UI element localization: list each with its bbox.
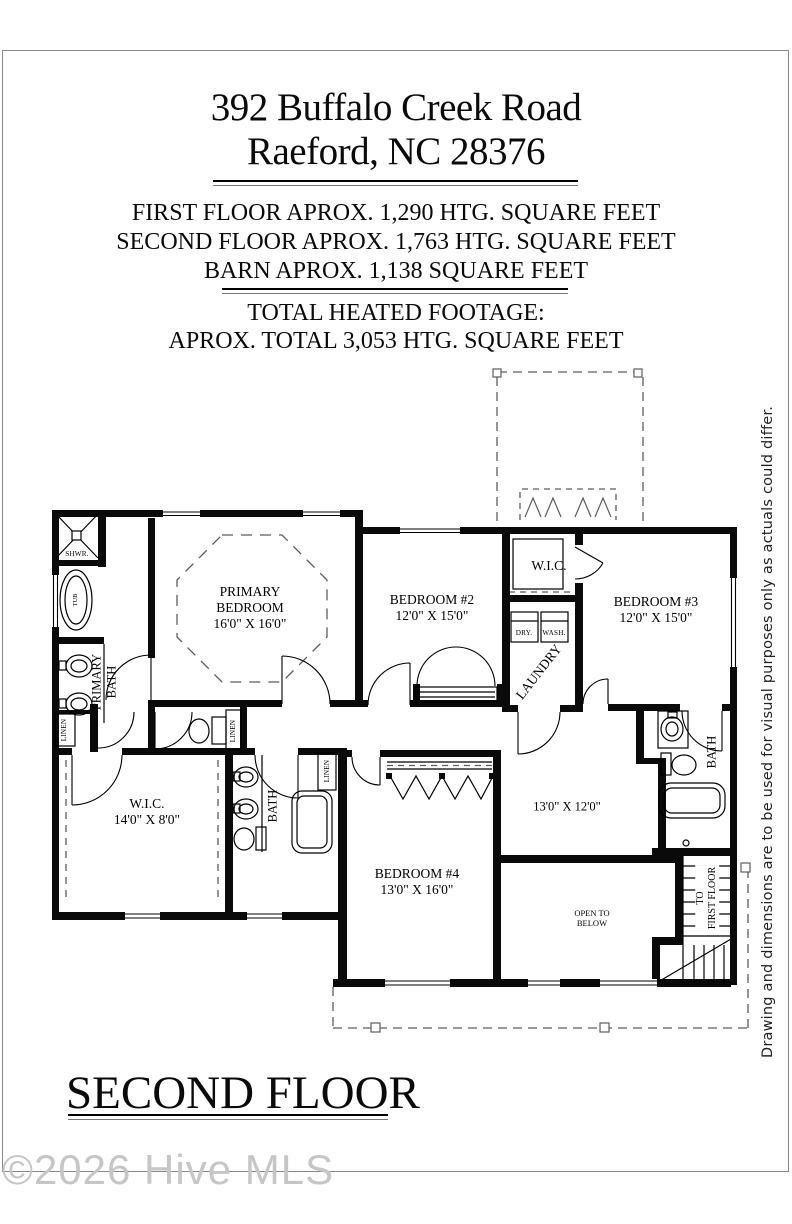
toilet-bath3 [672,755,696,775]
sqft-barn: BARN APROX. 1,138 SQUARE FEET [203,258,589,284]
sqft-first-floor: FIRST FLOOR APROX. 1,290 HTG. SQUARE FEET [131,200,661,226]
label-washer: WASH. [542,628,566,637]
door-swings [72,547,722,805]
room-label-bedroom2: BEDROOM #2 12'0" X 15'0" [389,592,475,623]
room-label-wic-primary: W.I.C. 14'0" X 8'0" [113,796,181,827]
floor-title: SECOND FLOOR [66,1067,420,1119]
label-to-first-floor: TO FIRST FLOOR [695,866,718,930]
room-label-laundry: LAUNDRY [512,641,565,703]
shower-drain [72,531,81,540]
room-label-open-to-below: OPEN TO BELOW [574,907,610,928]
room-label-bath3: BATH [704,735,719,769]
room-label-bedroom4: BEDROOM #4 13'0" X 16'0" [374,866,460,897]
sqft-second-floor: SECOND FLOOR APROX. 1,763 HTG. SQUARE FEET [116,229,676,255]
room-label-wic-bedroom3: W.I.C. [531,558,567,574]
address-line-1: 392 Buffalo Creek Road [210,86,582,129]
address-line-2: Raeford, NC 28376 [246,130,546,173]
toilet-primary [189,719,209,743]
mls-watermark: ©2026 Hive MLS [2,1146,335,1193]
floor-title-underline [68,1114,388,1120]
label-linen-1: LINEN [59,718,68,742]
label-linen-2: LINEN [228,719,237,743]
room-label-hall-bath: BATH [265,789,280,823]
bifold-doors [390,776,492,799]
disclaimer-text: Drawing and dimensions are to be used for visual purposes only as actuals could differ. [760,405,776,1058]
room-label-bedroom3: BEDROOM #3 12'0" X 15'0" [613,594,699,625]
room-label-primary-bath: PRIMARY BATH [89,653,118,711]
label-shower: SHWR. [65,549,89,558]
label-dryer: DRY. [515,628,533,637]
washer-box [541,612,568,642]
label-linen-3: LINEN [322,759,331,783]
total-line: APROX. TOTAL 3,053 HTG. SQUARE FEET [168,328,624,354]
label-tub: TUB [72,593,80,607]
room-label-primary-bedroom: PRIMARY BEDROOM 16'0" X 16'0" [213,584,287,631]
total-heading: TOTAL HEATED FOOTAGE: [247,300,545,326]
toilet-hall-bath [234,828,254,850]
dryer-box [511,612,538,642]
room-label-hall-dims: 13'0" X 12'0" [533,799,601,814]
